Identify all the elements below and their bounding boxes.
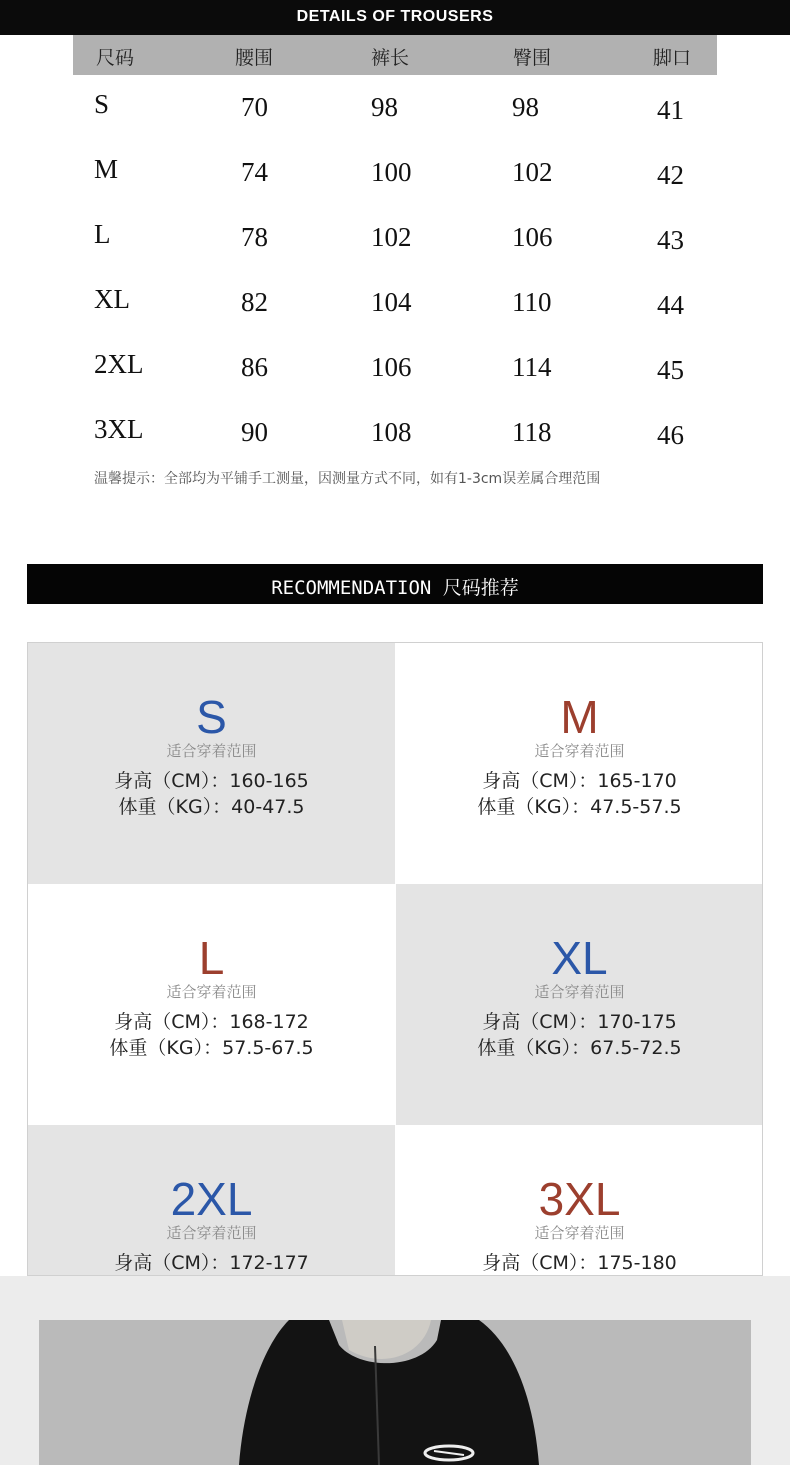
size-card-2xl <box>28 1125 395 1276</box>
hoodie-model-image <box>39 1320 751 1465</box>
fit-range-label: 适合穿着范围 <box>534 1224 625 1242</box>
cell-size: L <box>94 219 111 249</box>
column-header-size: 尺码 <box>96 47 135 69</box>
cell-length: 108 <box>371 417 412 447</box>
size-card-m <box>396 643 763 884</box>
cell-leg-opening: 45 <box>657 355 684 385</box>
column-header-length: 裤长 <box>371 47 410 69</box>
measurement-note: 温馨提示：全部均为平铺手工测量，因测量方式不同，如有1-3cm误差属合理范围 <box>94 471 601 487</box>
weight-range: 体重（KG）：67.5-72.5 <box>477 1037 682 1059</box>
fit-range-label: 适合穿着范围 <box>534 983 625 1001</box>
cell-size: XL <box>94 284 130 314</box>
section-title: DETAILS OF TROUSERS <box>296 8 494 25</box>
fit-range-label: 适合穿着范围 <box>534 742 625 760</box>
cell-hip: 98 <box>512 92 539 122</box>
size-card-s <box>28 643 395 884</box>
column-header-waist: 腰围 <box>235 47 274 69</box>
cell-size: S <box>94 89 110 119</box>
cell-length: 102 <box>371 222 412 252</box>
height-range: 身高（CM）：172-177 <box>114 1252 309 1274</box>
recommendation-title: RECOMMENDATION 尺码推荐 <box>271 577 519 599</box>
cell-leg-opening: 44 <box>657 290 684 320</box>
cell-waist: 74 <box>241 157 268 187</box>
size-letter: XL <box>551 932 608 984</box>
size-card-3xl <box>396 1125 763 1276</box>
cell-waist: 70 <box>241 92 268 122</box>
weight-range: 体重（KG）：40-47.5 <box>118 796 305 818</box>
cell-hip: 102 <box>512 157 553 187</box>
height-range: 身高（CM）：175-180 <box>482 1252 677 1274</box>
cell-hip: 118 <box>512 417 552 447</box>
cell-waist: 78 <box>241 222 268 252</box>
section-header-trousers <box>0 0 790 35</box>
cell-length: 106 <box>371 352 412 382</box>
cell-size: M <box>94 154 119 184</box>
size-card-l <box>28 884 395 1125</box>
height-range: 身高（CM）：170-175 <box>482 1011 677 1033</box>
cell-hip: 106 <box>512 222 553 252</box>
fit-range-label: 适合穿着范围 <box>166 742 257 760</box>
size-letter: S <box>196 691 227 743</box>
weight-range: 体重（KG）：57.5-67.5 <box>109 1037 314 1059</box>
size-letter: 3XL <box>538 1173 621 1225</box>
table-header <box>73 35 717 75</box>
cell-waist: 86 <box>241 352 268 382</box>
cell-hip: 110 <box>512 287 552 317</box>
size-letter: M <box>560 691 599 743</box>
height-range: 身高（CM）：160-165 <box>114 770 309 792</box>
fit-range-label: 适合穿着范围 <box>166 983 257 1001</box>
size-letter: 2XL <box>170 1173 253 1225</box>
cell-hip: 114 <box>512 352 552 382</box>
cell-length: 100 <box>371 157 412 187</box>
weight-range: 体重（KG）：47.5-57.5 <box>477 796 682 818</box>
height-range: 身高（CM）：168-172 <box>114 1011 309 1033</box>
cell-waist: 82 <box>241 287 268 317</box>
product-photo <box>39 1320 751 1465</box>
cell-length: 98 <box>371 92 398 122</box>
recommendation-grid <box>27 642 763 1276</box>
cell-leg-opening: 42 <box>657 160 684 190</box>
cell-leg-opening: 41 <box>657 95 684 125</box>
column-header-hip: 臀围 <box>513 47 552 69</box>
cell-waist: 90 <box>241 417 268 447</box>
cell-size: 3XL <box>94 414 144 444</box>
cell-size: 2XL <box>94 349 144 379</box>
cell-length: 104 <box>371 287 412 317</box>
recommendation-header <box>27 564 763 604</box>
height-range: 身高（CM）：165-170 <box>482 770 677 792</box>
fit-range-label: 适合穿着范围 <box>166 1224 257 1242</box>
cell-leg-opening: 43 <box>657 225 684 255</box>
size-card-xl <box>396 884 763 1125</box>
cell-leg-opening: 46 <box>657 420 684 450</box>
product-photo-area <box>0 1276 790 1465</box>
size-letter: L <box>198 932 225 984</box>
column-header-leg-opening: 脚口 <box>653 47 692 69</box>
